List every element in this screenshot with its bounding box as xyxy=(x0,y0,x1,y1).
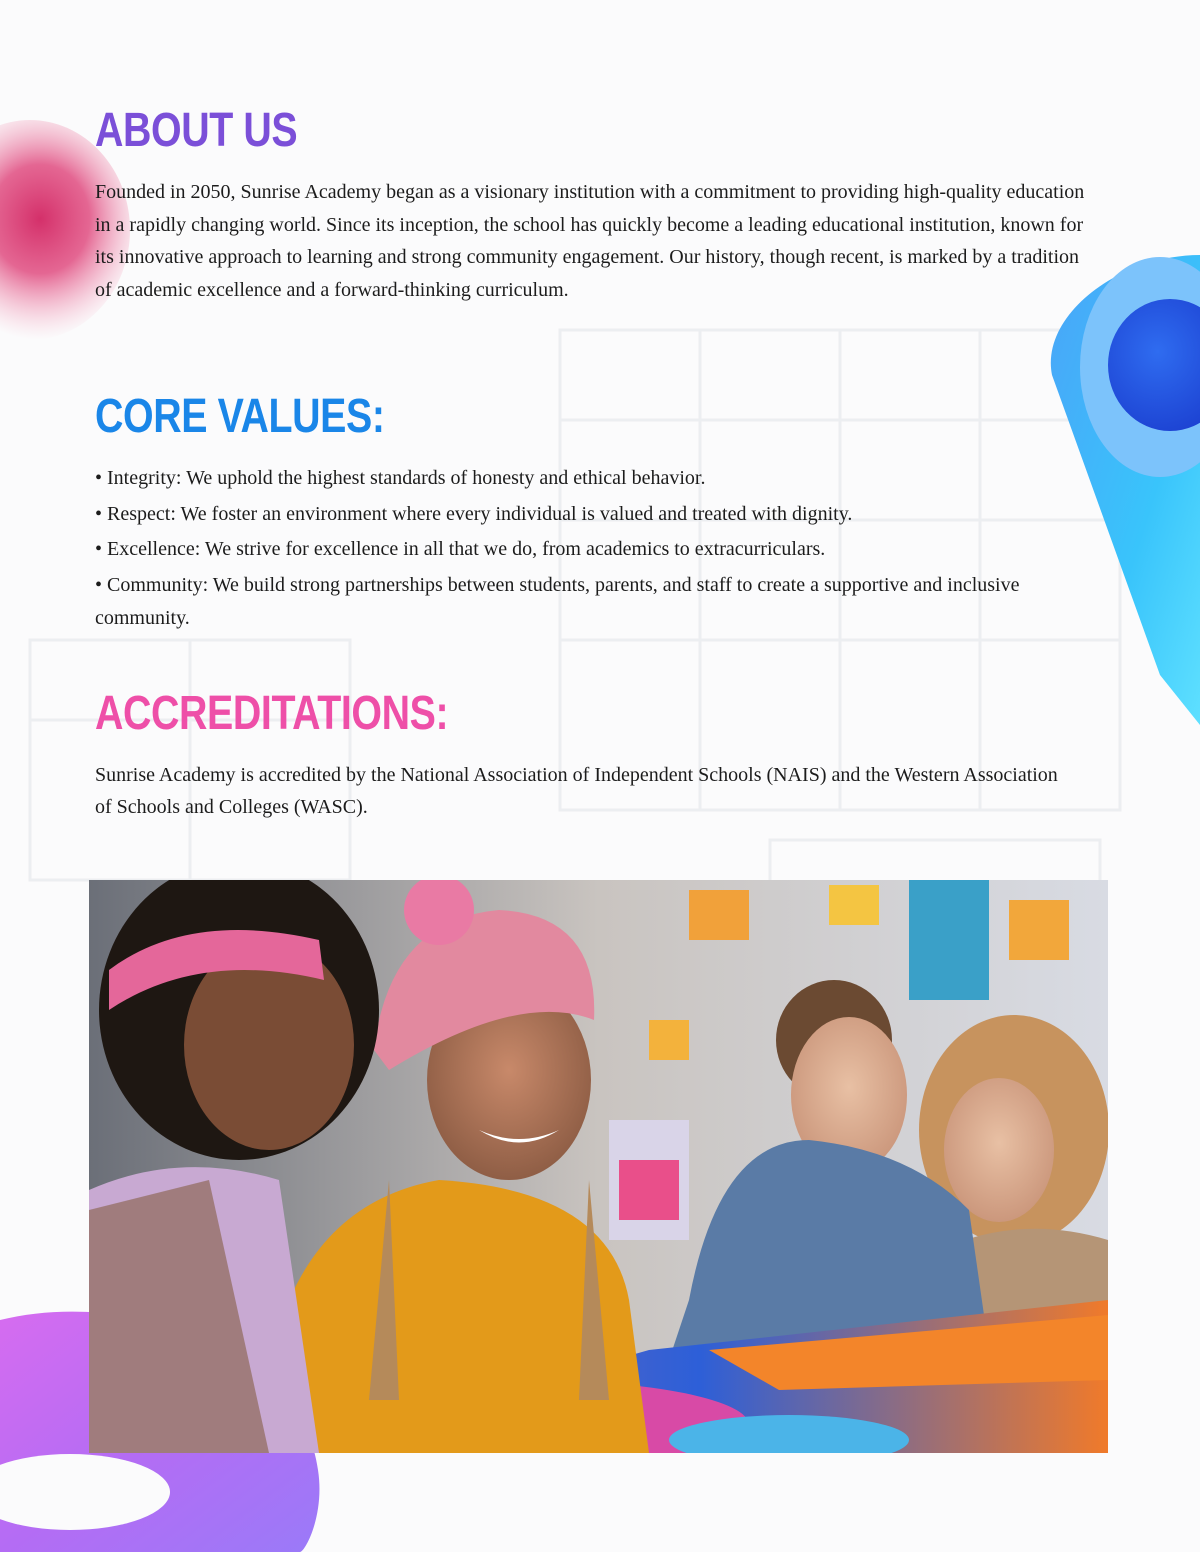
core-values-heading: CORE VALUES: xyxy=(95,390,385,443)
accreditations-heading: ACCREDITATIONS: xyxy=(95,686,449,740)
core-value-item: • Integrity: We uphold the highest standards of honesty and ethical behavior. xyxy=(95,462,1075,495)
students-photo xyxy=(89,880,1108,1453)
accreditations-section xyxy=(95,683,1085,824)
core-value-item: • Excellence: We strive for excellence in all that we do, from academics to extracurriculars. xyxy=(95,533,1075,566)
core-value-item: • Community: We build strong partnerships between students, parents, and staff to create a supportive and inclusive community. xyxy=(95,569,1075,635)
main-content xyxy=(95,100,1085,824)
about-section xyxy=(95,100,1085,306)
core-value-item: • Respect: We foster an environment where every individual is valued and treated with dignity. xyxy=(95,498,1075,531)
core-values-section xyxy=(95,386,1085,635)
about-heading: ABOUT US xyxy=(95,104,298,157)
accreditations-paragraph: Sunrise Academy is accredited by the National Association of Independent Schools (NAIS) and the Western Association of Schools and Colleges (WASC). xyxy=(95,763,1058,818)
about-paragraph: Founded in 2050, Sunrise Academy began as a visionary institution with a commitment to providing high-quality education in a rapidly changing world. Since its inception, the school has quickly become a leading educational institution, known for its innovative approach to learning and strong community engagement. Our history, though recent, is marked by a tradition of academic excellence and a forward-thinking curriculum. xyxy=(95,181,1085,301)
core-values-list xyxy=(95,462,1075,635)
